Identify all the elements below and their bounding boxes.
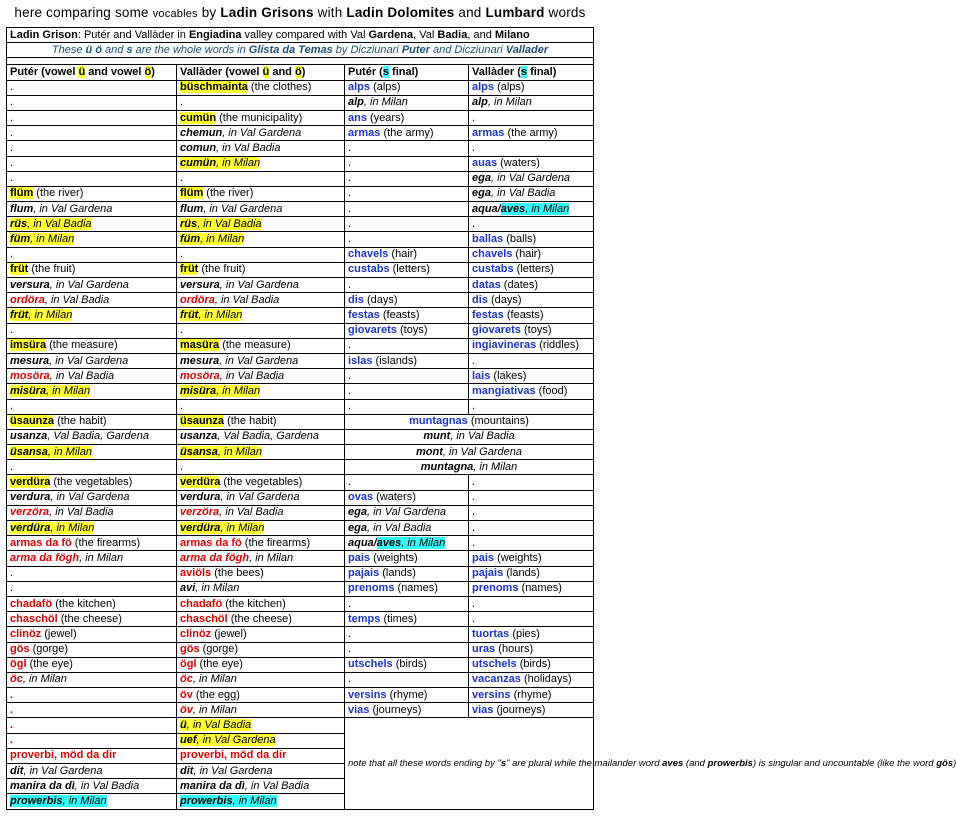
table-cell: masüra (the measure) — [177, 338, 345, 353]
table-cell: versura, in Val Gardena — [177, 278, 345, 293]
table-cell: dis (days) — [345, 293, 469, 308]
table-cell: . — [7, 80, 177, 95]
table-row — [7, 445, 594, 460]
table-cell: usanza, Val Badia, Gardena — [7, 429, 177, 444]
table-cell: pais (weights) — [469, 551, 594, 566]
table-cell: . — [469, 353, 594, 368]
table-row — [7, 596, 594, 611]
table-cell: büschmainta (the clothes) — [177, 80, 345, 95]
table-cell: ögl (the eye) — [177, 657, 345, 672]
table-cell: utschels (birds) — [469, 657, 594, 672]
table-cell: muntagna, in Milan — [345, 460, 594, 475]
table-cell: ovas (waters) — [345, 490, 469, 505]
table-row — [7, 384, 594, 399]
table-row — [7, 353, 594, 368]
table-cell: verdüra (the vegetables) — [177, 475, 345, 490]
table-cell: pajais (lands) — [345, 566, 469, 581]
table-cell: ordöra, in Val Badia — [177, 293, 345, 308]
table-cell: gös (gorge) — [7, 642, 177, 657]
table-row — [7, 293, 594, 308]
table-cell: mont, in Val Gardena — [345, 445, 594, 460]
table-cell: üsaunza (the habit) — [177, 414, 345, 429]
table-cell: . — [177, 247, 345, 262]
table-cell: prowerbis, in Milan — [7, 794, 177, 809]
table-cell: . — [7, 399, 177, 414]
table-row — [7, 323, 594, 338]
table-row — [7, 642, 594, 657]
table-row — [7, 581, 594, 596]
table-cell: rüs, in Val Badia — [7, 217, 177, 232]
table-row — [7, 247, 594, 262]
table-row — [7, 369, 594, 384]
table-cell: custabs (letters) — [469, 262, 594, 277]
table-cell: flum, in Val Gardena — [7, 202, 177, 217]
table-row — [7, 141, 594, 156]
table-cell: üsansa, in Milan — [177, 445, 345, 460]
table-cell: tuortas (pies) — [469, 627, 594, 642]
table-cell: ans (years) — [345, 110, 469, 125]
table-cell: . — [7, 156, 177, 171]
table-cell: prenoms (names) — [469, 581, 594, 596]
table-row — [7, 475, 594, 490]
table-cell: chadafö (the kitchen) — [177, 596, 345, 611]
table-row — [7, 521, 594, 536]
table-cell: pajais (lands) — [469, 566, 594, 581]
table-cell: muntagnas (mountains) — [345, 414, 594, 429]
table-cell: . — [469, 141, 594, 156]
table-row — [7, 627, 594, 642]
table-cell: chadafö (the kitchen) — [7, 596, 177, 611]
table-cell: custabs (letters) — [345, 262, 469, 277]
table-cell: ega, in Val Gardena — [469, 171, 594, 186]
table-cell: ordöra, in Val Badia — [7, 293, 177, 308]
table-cell: aviöls (the bees) — [177, 566, 345, 581]
table-cell: öv, in Milan — [177, 703, 345, 718]
table-row — [7, 718, 594, 733]
table-cell: . — [469, 612, 594, 627]
table-cell: verdura, in Val Gardena — [177, 490, 345, 505]
table-row — [7, 156, 594, 171]
table-cell: versins (rhyme) — [345, 688, 469, 703]
table-cell: dit, in Val Gardena — [7, 764, 177, 779]
table-cell: gös (gorge) — [177, 642, 345, 657]
footnote: note that all these words ending by "s" are plural while the mailander word aves (and prowerbis) is singular and uncountable (like the word gös) — [345, 718, 594, 809]
table-cell: misüra, in Milan — [7, 384, 177, 399]
table-cell: arma da fögh, in Milan — [7, 551, 177, 566]
table-cell: ingiavineras (riddles) — [469, 338, 594, 353]
table-cell: arma da fögh, in Milan — [177, 551, 345, 566]
table-cell: datas (dates) — [469, 278, 594, 293]
table-cell: cumün, in Milan — [177, 156, 345, 171]
table-cell: mesura, in Val Gardena — [7, 353, 177, 368]
table-cell: verdüra (the vegetables) — [7, 475, 177, 490]
table-cell: uef, in Val Gardena — [177, 733, 345, 748]
table-cell: verdüra, in Milan — [7, 521, 177, 536]
table-cell: . — [345, 369, 469, 384]
table-cell: giovarets (toys) — [469, 323, 594, 338]
table-cell: . — [7, 688, 177, 703]
table-row — [7, 110, 594, 125]
table-cell: clinöz (jewel) — [7, 627, 177, 642]
table-cell: rüs, in Val Badia — [177, 217, 345, 232]
table-cell: . — [7, 733, 177, 748]
table-cell: . — [345, 141, 469, 156]
table-cell: füm, in Milan — [7, 232, 177, 247]
table-row — [7, 278, 594, 293]
table-cell: . — [177, 323, 345, 338]
table-cell: utschels (birds) — [345, 657, 469, 672]
table-cell: armas da fö (the firearms) — [7, 536, 177, 551]
column-header-puter-vowels: Putér (vowel ü and vowel ö) — [7, 65, 177, 80]
table-cell: proverbi, möd da dir — [7, 748, 177, 763]
table-cell: . — [345, 596, 469, 611]
table-row — [7, 551, 594, 566]
table-cell: ega, in Val Badia — [469, 186, 594, 201]
table-cell: temps (times) — [345, 612, 469, 627]
table-cell: dit, in Val Gardena — [177, 764, 345, 779]
table-cell: prowerbis, in Milan — [177, 794, 345, 809]
table-cell: . — [177, 399, 345, 414]
table-cell: . — [345, 217, 469, 232]
table-row — [7, 217, 594, 232]
table-cell: . — [7, 718, 177, 733]
table-cell: verdura, in Val Gardena — [7, 490, 177, 505]
table-cell: chaschöl (the cheese) — [7, 612, 177, 627]
table-cell: . — [345, 156, 469, 171]
table-row — [7, 429, 594, 444]
column-header-vallader-vowels: Vallàder (vowel ü and ö) — [177, 65, 345, 80]
table-cell: . — [7, 323, 177, 338]
table-cell: üsaunza (the habit) — [7, 414, 177, 429]
table-row — [7, 80, 594, 95]
table-cell: . — [345, 186, 469, 201]
comparison-table — [6, 27, 956, 810]
table-row — [7, 414, 594, 429]
table-cell: armas (the army) — [469, 126, 594, 141]
table-cell: cumün (the municipality) — [177, 110, 345, 125]
table-row — [7, 399, 594, 414]
table-row — [7, 688, 594, 703]
table-row — [7, 536, 594, 551]
table-cell: . — [7, 126, 177, 141]
table-cell: . — [469, 596, 594, 611]
table-cell: öc, in Milan — [7, 672, 177, 687]
table-row — [7, 703, 594, 718]
table-cell: . — [7, 247, 177, 262]
table-cell: . — [469, 536, 594, 551]
table-cell: ega, in Val Badia — [345, 521, 469, 536]
table-cell: . — [345, 384, 469, 399]
table-row — [7, 308, 594, 323]
table-row — [7, 490, 594, 505]
table-cell: armas da fö (the firearms) — [177, 536, 345, 551]
table-row — [7, 505, 594, 520]
table-cell: üsansa, in Milan — [7, 445, 177, 460]
table-cell: ballas (balls) — [469, 232, 594, 247]
table-cell: chavels (hair) — [469, 247, 594, 262]
table-cell: öc, in Milan — [177, 672, 345, 687]
table-cell: früt (the fruit) — [7, 262, 177, 277]
table-cell: islas (islands) — [345, 353, 469, 368]
table-cell: proverbi, möd da dir — [177, 748, 345, 763]
table-cell: mangiativas (food) — [469, 384, 594, 399]
table-cell: usanza, Val Badia, Gardena — [177, 429, 345, 444]
table-cell: vias (journeys) — [469, 703, 594, 718]
page-title: here comparing some vocables by Ladin Grisons with Ladin Dolomites and Lumbard words — [14, 5, 586, 20]
table-cell: . — [469, 505, 594, 520]
table-cell: alp, in Milan — [469, 95, 594, 110]
table-cell: ögl (the eye) — [7, 657, 177, 672]
table-cell: . — [345, 475, 469, 490]
table-row — [7, 612, 594, 627]
table-cell: . — [469, 490, 594, 505]
table-row — [7, 566, 594, 581]
table-spacer — [7, 58, 594, 65]
table-cell: . — [469, 110, 594, 125]
table-cell: früt (the fruit) — [177, 262, 345, 277]
table-cell: . — [7, 460, 177, 475]
table-cell: chavels (hair) — [345, 247, 469, 262]
table-cell: flum, in Val Gardena — [177, 202, 345, 217]
column-headers — [7, 65, 594, 80]
table-cell: flüm (the river) — [7, 186, 177, 201]
column-header-puter-s-final: Putér (s final) — [345, 65, 469, 80]
table-row — [7, 262, 594, 277]
table-cell: verzöra, in Val Badia — [177, 505, 345, 520]
table-cell: verzöra, in Val Badia — [7, 505, 177, 520]
table-cell: vacanzas (holidays) — [469, 672, 594, 687]
table-cell: ega, in Val Gardena — [345, 505, 469, 520]
table-row — [7, 338, 594, 353]
table-cell: alp, in Milan — [345, 95, 469, 110]
table-cell: . — [469, 217, 594, 232]
table-cell: misüra, in Milan — [177, 384, 345, 399]
table-cell: vias (journeys) — [345, 703, 469, 718]
table-cell: avi, in Milan — [177, 581, 345, 596]
table-cell: festas (feasts) — [345, 308, 469, 323]
table-header-description: Ladin Grison: Putér and Vallàder in Engiadina valley compared with Val Gardena, Val Badia, and Milano — [7, 28, 594, 43]
table-cell: dis (days) — [469, 293, 594, 308]
table-cell: lais (lakes) — [469, 369, 594, 384]
table-cell: . — [469, 399, 594, 414]
table-cell: versins (rhyme) — [469, 688, 594, 703]
table-cell: mosöra, in Val Badia — [177, 369, 345, 384]
table-cell: imsüra (the measure) — [7, 338, 177, 353]
table-cell: manira da dì, in Val Badia — [177, 779, 345, 794]
table-cell: . — [345, 642, 469, 657]
table-cell: uras (hours) — [469, 642, 594, 657]
table-cell: manira da dì, in Val Badia — [7, 779, 177, 794]
table-cell: auas (waters) — [469, 156, 594, 171]
table-row — [7, 126, 594, 141]
table-cell: . — [345, 232, 469, 247]
table-cell: . — [177, 460, 345, 475]
table-cell: armas (the army) — [345, 126, 469, 141]
table-cell: . — [7, 141, 177, 156]
table-cell: alps (alps) — [345, 80, 469, 95]
table-row — [7, 232, 594, 247]
table-cell: chemun, in Val Gardena — [177, 126, 345, 141]
table-cell: aqua/aves, in Milan — [345, 536, 469, 551]
column-header-vallader-s-final: Vallàder (s final) — [469, 65, 594, 80]
table-cell: festas (feasts) — [469, 308, 594, 323]
table-cell: prenoms (names) — [345, 581, 469, 596]
table-cell: . — [177, 171, 345, 186]
table-cell: . — [469, 521, 594, 536]
table-cell: früt, in Milan — [7, 308, 177, 323]
table-cell: mosöra, in Val Badia — [7, 369, 177, 384]
table-cell: mesura, in Val Gardena — [177, 353, 345, 368]
table-cell: . — [345, 672, 469, 687]
table-cell: munt, in Val Badia — [345, 429, 594, 444]
table-cell: früt, in Milan — [177, 308, 345, 323]
table-cell: . — [345, 202, 469, 217]
table-row — [7, 171, 594, 186]
table-cell: . — [7, 703, 177, 718]
table-cell: füm, in Milan — [177, 232, 345, 247]
table-cell: öv (the egg) — [177, 688, 345, 703]
table-cell: clinöz (jewel) — [177, 627, 345, 642]
table-cell: ü, in Val Badia — [177, 718, 345, 733]
table-row — [7, 202, 594, 217]
table-cell: . — [7, 110, 177, 125]
table-cell: pais (weights) — [345, 551, 469, 566]
table-row — [7, 657, 594, 672]
table-cell: . — [345, 627, 469, 642]
table-row — [7, 186, 594, 201]
table-cell: flüm (the river) — [177, 186, 345, 201]
table-cell: comun, in Val Badia — [177, 141, 345, 156]
table-row — [7, 95, 594, 110]
table-cell: . — [177, 95, 345, 110]
table-cell: giovarets (toys) — [345, 323, 469, 338]
table-cell: alps (alps) — [469, 80, 594, 95]
table-cell: chaschöl (the cheese) — [177, 612, 345, 627]
table-cell: . — [469, 475, 594, 490]
table-cell: . — [7, 171, 177, 186]
table-header-sources: These ü ö and s are the whole words in Glista da Temas by Dicziunari Puter and Dicziunari Vallader — [7, 43, 594, 58]
table-cell: verdüra, in Milan — [177, 521, 345, 536]
table-cell: aqua/aves, in Milan — [469, 202, 594, 217]
table-cell: . — [7, 581, 177, 596]
table-row — [7, 672, 594, 687]
table-cell: . — [345, 399, 469, 414]
table-cell: versura, in Val Gardena — [7, 278, 177, 293]
table-cell: . — [345, 171, 469, 186]
table-cell: . — [345, 338, 469, 353]
table-cell: . — [345, 278, 469, 293]
table-row — [7, 460, 594, 475]
table-cell: . — [7, 95, 177, 110]
table-cell: . — [7, 566, 177, 581]
